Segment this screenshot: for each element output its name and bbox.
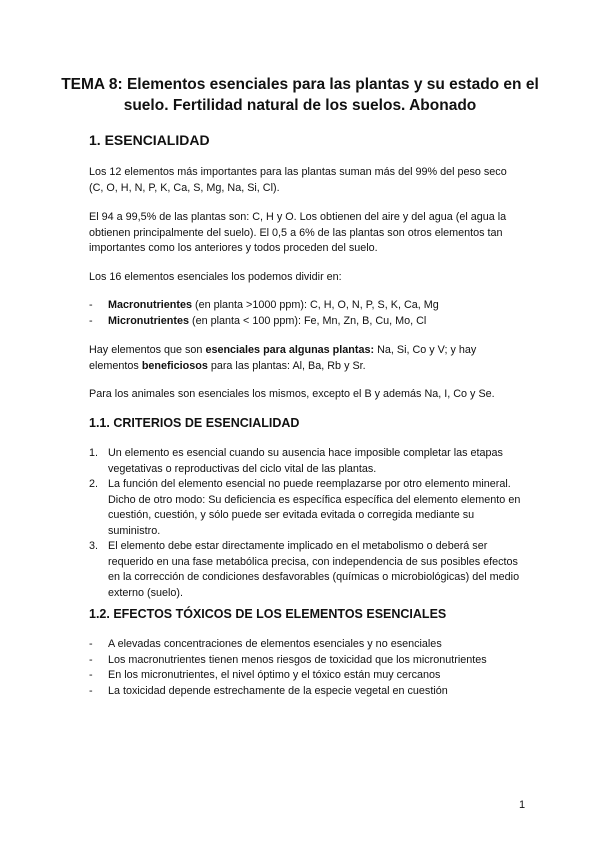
list-item-text: (en planta < 100 ppm): Fe, Mn, Zn, B, Cu, Mo, Cl xyxy=(189,314,427,327)
list-item xyxy=(89,539,529,601)
list-item-text: La función del elemento esencial no puede reemplazarse por otro elemento mineral. Dicho de otro modo: Su deficiencia es específica específica del elemento elemento en cuestión, cuestión, y sólo puede ser evitada evitada o corregida mediante su suministro. xyxy=(108,478,521,537)
list-item-text: Los macronutrientes tienen menos riesgos de toxicidad que los micronutrientes xyxy=(108,653,487,666)
list-item-text: La toxicidad depende estrechamente de la especie vegetal en cuestión xyxy=(108,684,448,697)
text-run-bold: esenciales para algunas plantas: xyxy=(205,344,375,356)
section-heading-criterios: 1.1. CRITERIOS DE ESENCIALIDAD xyxy=(89,416,300,430)
text-run-bold: beneficiosos xyxy=(141,359,208,372)
bullet-dash: - xyxy=(89,638,93,650)
paragraph-4 xyxy=(89,343,519,374)
bullet-dash: - xyxy=(89,299,93,311)
list-item xyxy=(89,684,529,700)
list-item-text: Un elemento es esencial cuando su ausencia hace imposible completar las etapas vegetativas o reproductivas del ciclo vital de las plantas. xyxy=(108,447,503,475)
paragraph-2: El 94 a 99,5% de las plantas son: C, H y O. Los obtienen del aire y del agua (el agua la obtienen principalmente del suelo). El 0,5 a 6% de las plantas son otros elementos tan importantes como los anteriores y todos proceden del suelo. xyxy=(89,211,507,254)
section-heading-esencialidad: 1. ESENCIALIDAD xyxy=(89,132,210,148)
page-number: 1 xyxy=(519,799,526,811)
list-item-text: El elemento debe estar directamente implicado en el metabolismo o deberá ser requerido en una fase metabólica precisa, con independencia de sus posibles efectos en la corrección de condiciones desfavorables (químicas o microbiológicas) del medio externo (suelo). xyxy=(108,540,520,599)
list-item-text: En los micronutrientes, el nivel óptimo y el tóxico están muy cercanos xyxy=(108,669,441,681)
toxic-effects-list xyxy=(89,637,529,699)
text-run: para las plantas: Al, Ba, Rb y Sr. xyxy=(207,359,366,372)
list-number: 3. xyxy=(89,540,99,552)
bullet-dash: - xyxy=(89,314,93,327)
paragraph-1: Los 12 elementos más importantes para las plantas suman más del 99% del peso seco (C, O, H, N, P, K, Ca, S, Mg, Na, Si, Cl). xyxy=(89,166,507,194)
list-item-term: Macronutrientes xyxy=(108,299,192,311)
text-run: Na, Si, Co y V; y hay elementos xyxy=(89,344,477,372)
list-number: 2. xyxy=(89,478,99,490)
section-heading-efectos: 1.2. EFECTOS TÓXICOS DE LOS ELEMENTOS ESENCIALES xyxy=(89,607,447,621)
bullet-dash: - xyxy=(89,684,93,697)
list-item-text: (en planta >1000 ppm): C, H, O, N, P, S, K, Ca, Mg xyxy=(192,299,439,311)
list-item xyxy=(89,637,529,653)
criteria-list xyxy=(89,446,529,601)
document-title: TEMA 8: Elementos esenciales para las plantas y su estado en el suelo. Fertilidad natural de los suelos. Abonado xyxy=(61,76,539,114)
list-item xyxy=(89,446,529,477)
paragraph-5: Para los animales son esenciales los mismos, excepto el B y además Na, I, Co y Se. xyxy=(89,388,495,400)
list-item xyxy=(89,298,519,314)
list-item xyxy=(89,668,529,684)
bullet-dash: - xyxy=(89,653,93,666)
list-item xyxy=(89,653,529,669)
text-run: Hay elementos que son xyxy=(89,344,206,356)
nutrient-list xyxy=(89,298,519,329)
paragraph-3: Los 16 elementos esenciales los podemos dividir en: xyxy=(89,271,342,283)
list-item xyxy=(89,477,529,539)
list-item-term: Micronutrientes xyxy=(108,314,189,327)
list-item-text: A elevadas concentraciones de elementos esenciales y no esenciales xyxy=(108,638,442,650)
list-item xyxy=(89,314,519,330)
bullet-dash: - xyxy=(89,669,93,681)
list-number: 1. xyxy=(89,447,99,459)
